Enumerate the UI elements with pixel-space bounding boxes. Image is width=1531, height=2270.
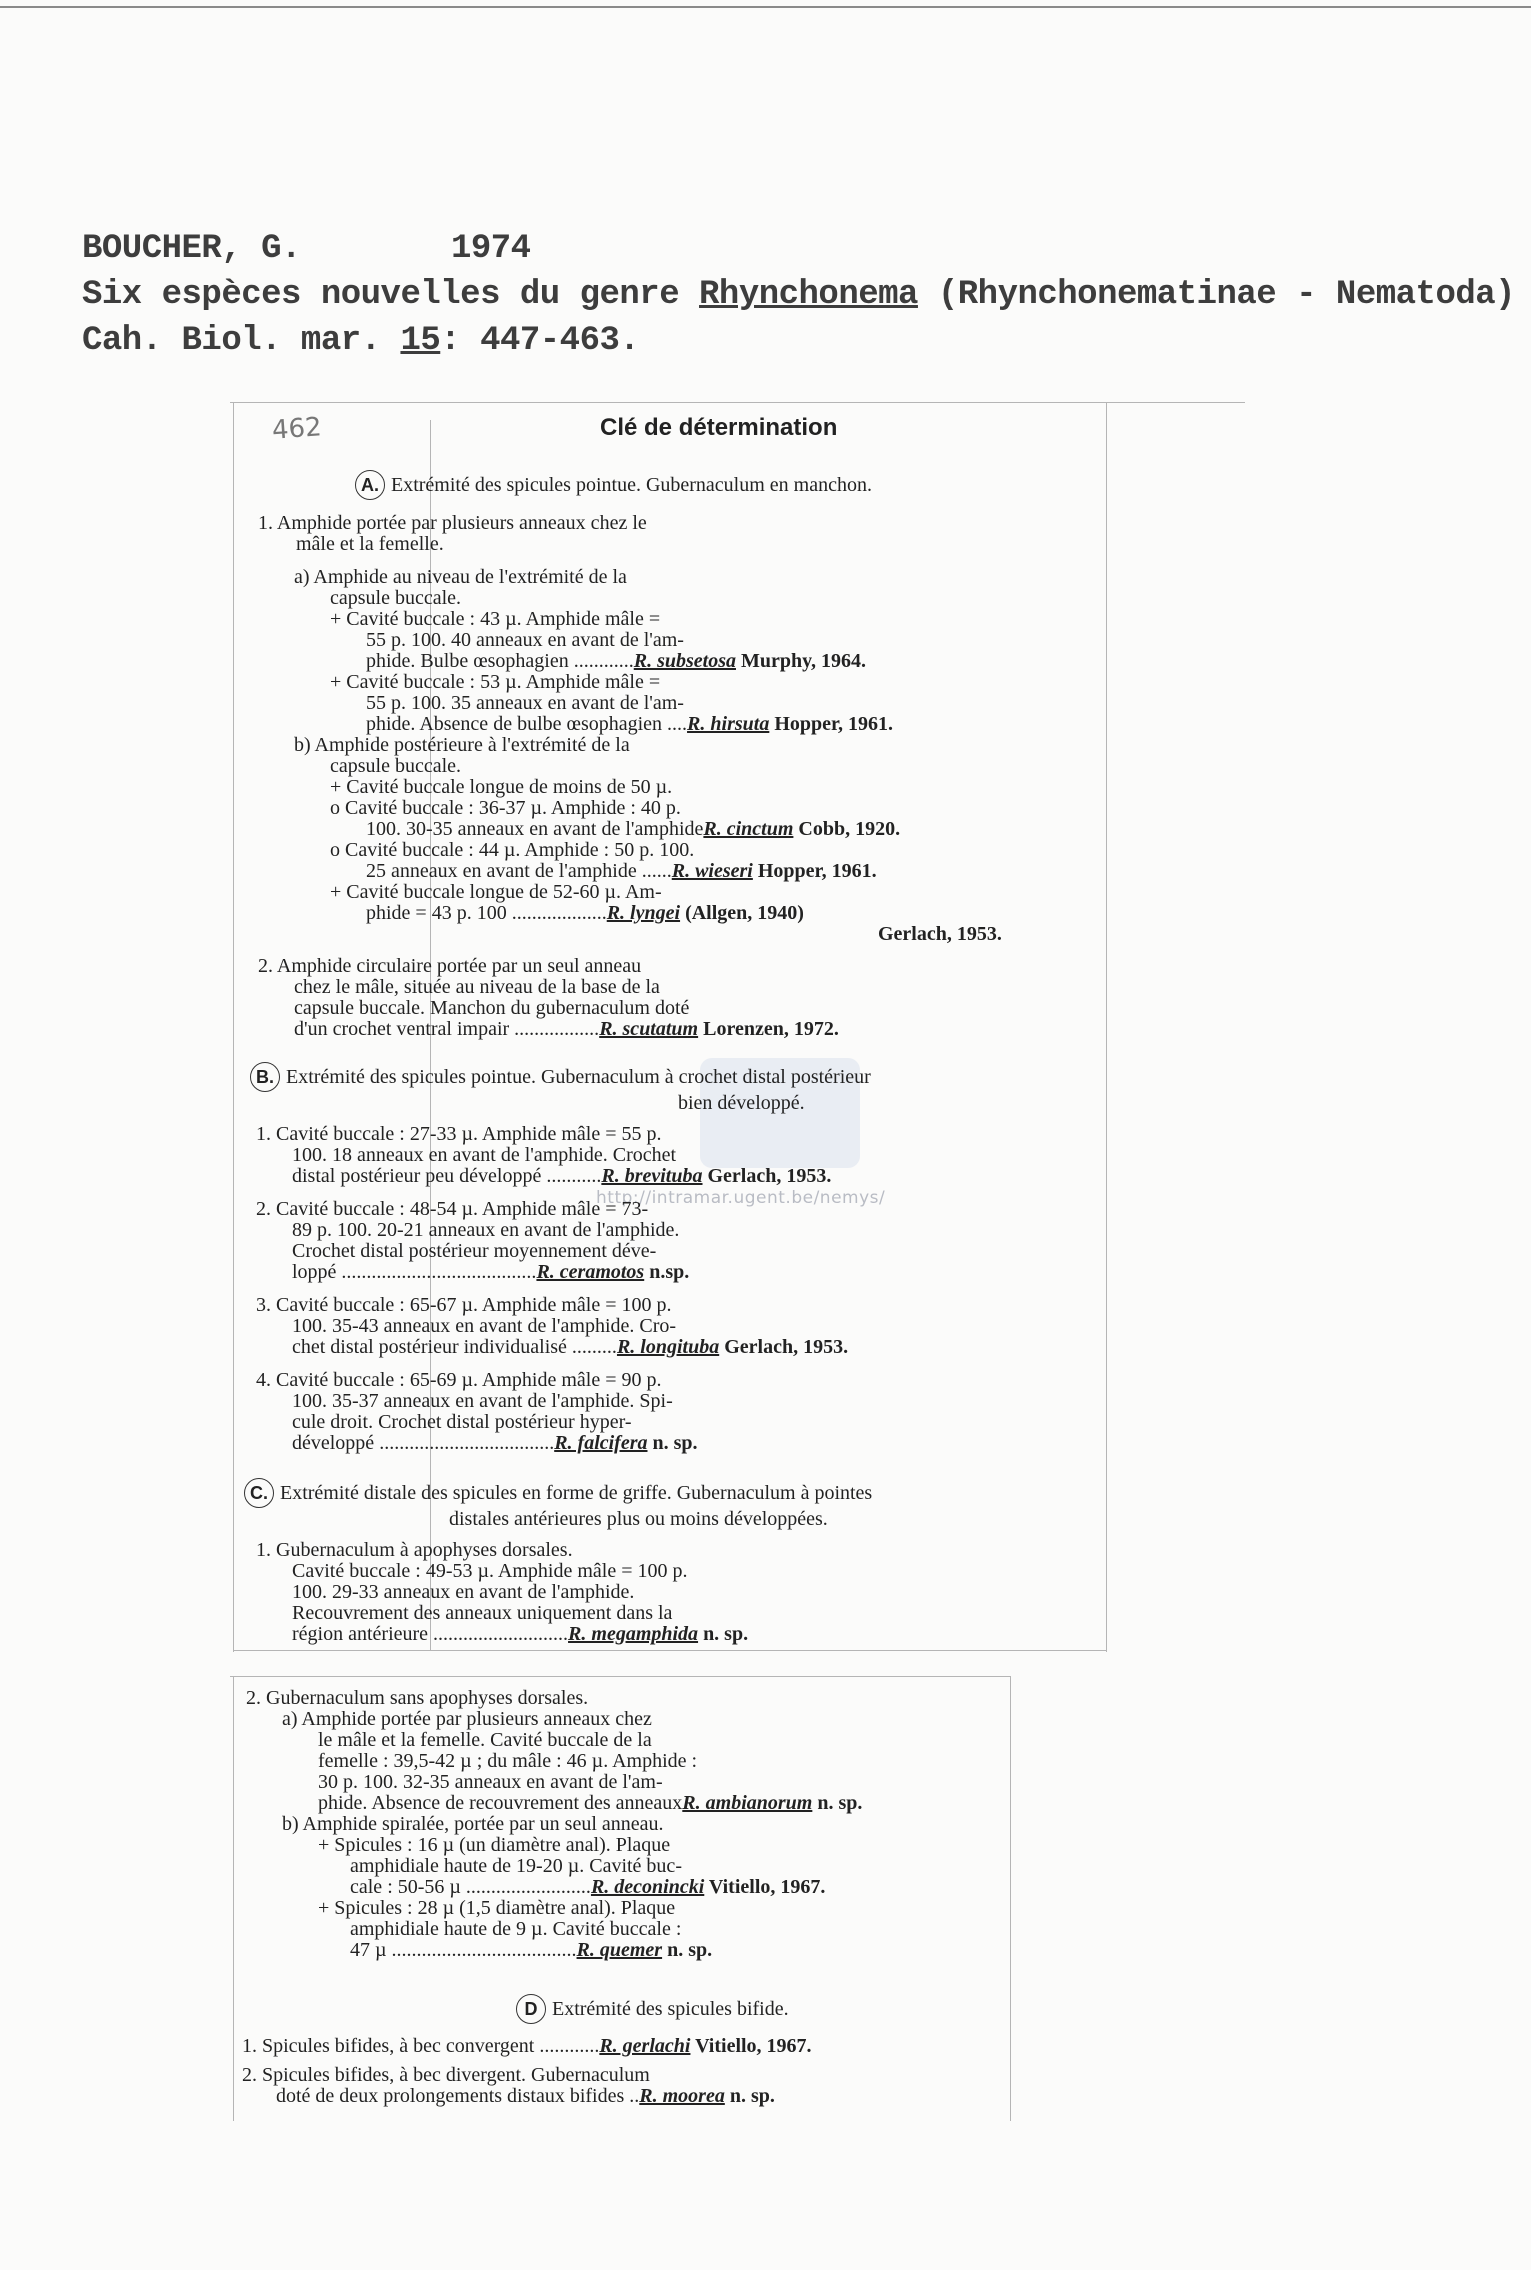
key-line: 2. Spicules bifides, à bec divergent. Gubernaculum: [242, 2064, 650, 2086]
key-line: 1. Cavité buccale : 27-33 µ. Amphide mâle = 55 p.: [256, 1123, 662, 1145]
species-name: R. falcifera: [554, 1432, 648, 1454]
key-line: a) Amphide portée par plusieurs anneaux chez: [282, 1708, 652, 1730]
species-name: R. gerlachi: [599, 2035, 691, 2057]
frame2-right: [1010, 1676, 1011, 2121]
key-line: 1. Spicules bifides, à bec convergent ............: [242, 2035, 600, 2057]
key-line: phide. Absence de bulbe œsophagien ....: [366, 713, 688, 735]
key-line: d'un crochet ventral impair .................: [294, 1018, 600, 1040]
key-line: capsule buccale.: [330, 587, 462, 609]
citation-author: BOUCHER, G.: [82, 230, 301, 268]
species-authority: Gerlach, 1953.: [719, 1336, 849, 1358]
species-name: R. hirsuta: [687, 713, 770, 735]
section-a-heading: [355, 470, 872, 500]
section-c-text-2: distales antérieures plus ou moins développées.: [449, 1508, 828, 1530]
section-d-letter: D: [516, 1994, 546, 2024]
species-authority: Lorenzen, 1972.: [698, 1018, 839, 1040]
key-line: chez le mâle, située au niveau de la base de la: [294, 976, 660, 998]
citation-title-prefix: Six espèces nouvelles du genre: [82, 276, 700, 314]
key-line: 1. Amphide portée par plusieurs anneaux chez le: [258, 512, 647, 534]
species-authority: Vitiello, 1967.: [690, 2035, 812, 2057]
section-b-text-2: bien développé.: [678, 1092, 805, 1114]
species-authority: (Allgen, 1940): [680, 902, 804, 924]
section-d-heading: [516, 1994, 789, 2024]
key-line: amphidiale haute de 19-20 µ. Cavité buc-: [350, 1855, 682, 1877]
key-line: phide. Bulbe œsophagien ............: [366, 650, 634, 672]
species-authority: Vitiello, 1967.: [704, 1876, 826, 1898]
key-line: doté de deux prolongements distaux bifides ..: [276, 2085, 640, 2107]
key-a1: [258, 513, 1002, 945]
key-line: 25 anneaux en avant de l'amphide ......: [366, 860, 672, 882]
key-line: amphidiale haute de 9 µ. Cavité buccale :: [350, 1918, 682, 1940]
key-line: Recouvrement des anneaux uniquement dans la: [292, 1602, 673, 1624]
citation-year: 1974: [450, 230, 531, 268]
citation-genus: Rhynchonema: [699, 276, 918, 314]
key-line: b) Amphide postérieure à l'extrémité de la: [294, 734, 630, 756]
key-line: développé ...................................: [292, 1432, 555, 1454]
key-line: cale : 50-56 µ .........................: [350, 1876, 591, 1898]
frame-bottom: [233, 1650, 1106, 1651]
key-line: femelle : 39,5-42 µ ; du mâle : 46 µ. Amphide :: [318, 1750, 698, 1772]
key-line: mâle et la femelle.: [296, 533, 444, 555]
scan-top-edge: [0, 6, 1531, 8]
key-line: 55 p. 100. 35 anneaux en avant de l'am-: [366, 692, 684, 714]
section-d-text: Extrémité des spicules bifide.: [552, 1998, 789, 2020]
key-line: + Cavité buccale longue de 52-60 µ. Am-: [330, 881, 662, 903]
key-line: distal postérieur peu développé ...........: [292, 1165, 602, 1187]
species-authority: Hopper, 1961.: [769, 713, 894, 735]
species-name: R. cinctum: [703, 818, 794, 840]
section-c-text: Extrémité distale des spicules en forme de griffe. Gubernaculum à pointes: [280, 1482, 873, 1504]
key-a2: [258, 956, 839, 1040]
key-line: b) Amphide spiralée, portée par un seul anneau.: [282, 1813, 664, 1835]
species-authority: n. sp.: [698, 1623, 749, 1645]
key-line: 100. 29-33 anneaux en avant de l'amphide.: [292, 1581, 635, 1603]
key-b: [256, 1124, 848, 1454]
section-a-letter: A.: [355, 470, 385, 500]
species-authority: Gerlach, 1953.: [702, 1165, 832, 1187]
species-authority: n. sp.: [812, 1792, 863, 1814]
key-line: 100. 30-35 anneaux en avant de l'amphide: [366, 818, 704, 840]
species-authority: n.sp.: [644, 1261, 690, 1283]
key-line: 2. Amphide circulaire portée par un seul anneau: [258, 955, 642, 977]
key-c2: [246, 1688, 862, 1961]
key-line: Crochet distal postérieur moyennement déve-: [292, 1240, 657, 1262]
species-authority: n. sp.: [647, 1432, 698, 1454]
section-b-letter: B.: [250, 1062, 280, 1092]
key-line: a) Amphide au niveau de l'extrémité de la: [294, 566, 627, 588]
key-c1: [256, 1540, 748, 1645]
frame-right: [1106, 402, 1107, 1652]
key-line: phide = 43 p. 100 ...................: [366, 902, 607, 924]
species-name: R. deconincki: [590, 1876, 705, 1898]
key-d: [242, 2036, 812, 2107]
section-b-text: Extrémité des spicules pointue. Gubernaculum à crochet distal postérieur: [286, 1066, 871, 1088]
species-name: R. ceramotos: [536, 1261, 645, 1283]
key-line: 4. Cavité buccale : 65-69 µ. Amphide mâle = 90 p.: [256, 1369, 662, 1391]
key-line: o Cavité buccale : 36-37 µ. Amphide : 40 p.: [330, 797, 681, 819]
key-line: o Cavité buccale : 44 µ. Amphide : 50 p. 100.: [330, 839, 695, 861]
species-authority: Cobb, 1920.: [793, 818, 901, 840]
page-title: Clé de détermination: [600, 414, 838, 441]
species-name: R. brevituba: [601, 1165, 703, 1187]
key-line: + Cavité buccale : 53 µ. Amphide mâle =: [330, 671, 661, 693]
frame-left: [233, 402, 234, 1652]
citation-journal: Cah. Biol. mar.: [82, 322, 401, 360]
section-a-text: Extrémité des spicules pointue. Gubernaculum en manchon.: [391, 474, 872, 496]
citation-title-suffix: (Rhynchonematinae - Nematoda): [917, 276, 1516, 314]
key-line: 2. Cavité buccale : 48-54 µ. Amphide mâle = 73-: [256, 1198, 649, 1220]
section-c-heading: [244, 1478, 872, 1530]
species-name: R. megamphida: [568, 1623, 699, 1645]
species-name: R. wieseri: [671, 860, 753, 882]
species-authority: Gerlach, 1953.: [878, 923, 1002, 945]
section-c-letter: C.: [244, 1478, 274, 1508]
key-line: 55 p. 100. 40 anneaux en avant de l'am-: [366, 629, 684, 651]
species-name: R. lyngei: [606, 902, 681, 924]
frame2-top: [230, 1676, 1010, 1677]
key-line: cule droit. Crochet distal postérieur hyper-: [292, 1411, 632, 1433]
key-line: le mâle et la femelle. Cavité buccale de la: [318, 1729, 652, 1751]
citation-block: [82, 226, 1531, 364]
watermark-url: http://intramar.ugent.be/nemys/: [596, 1188, 886, 1208]
key-line: chet distal postérieur individualisé .........: [292, 1336, 617, 1358]
key-line: 2. Gubernaculum sans apophyses dorsales.: [246, 1687, 589, 1709]
key-line: 47 µ .....................................: [350, 1939, 577, 1961]
species-authority: n. sp.: [724, 2085, 775, 2107]
key-line: capsule buccale.: [330, 755, 462, 777]
species-authority: Murphy, 1964.: [736, 650, 867, 672]
key-line: région antérieure ...........................: [292, 1623, 569, 1645]
key-line: + Spicules : 28 µ (1,5 diamètre anal). Plaque: [318, 1897, 676, 1919]
key-line: 1. Gubernaculum à apophyses dorsales.: [256, 1539, 573, 1561]
species-name: R. subsetosa: [633, 650, 736, 672]
frame-top: [230, 402, 1245, 403]
species-name: R. scutatum: [599, 1018, 699, 1040]
species-name: R. longituba: [616, 1336, 720, 1358]
species-name: R. quemer: [576, 1939, 663, 1961]
citation-volume: 15: [400, 322, 441, 360]
species-authority: Hopper, 1961.: [752, 860, 877, 882]
key-line: Cavité buccale : 49-53 µ. Amphide mâle = 100 p.: [292, 1560, 688, 1582]
key-line: + Cavité buccale : 43 µ. Amphide mâle =: [330, 608, 661, 630]
handwritten-page-number: 462: [271, 412, 323, 446]
frame2-left: [233, 1676, 234, 2121]
key-line: 100. 35-37 anneaux en avant de l'amphide. Spi-: [292, 1390, 673, 1412]
key-line: 100. 18 anneaux en avant de l'amphide. Crochet: [292, 1144, 677, 1166]
key-line: 89 p. 100. 20-21 anneaux en avant de l'amphide.: [292, 1219, 680, 1241]
key-line: 3. Cavité buccale : 65-67 µ. Amphide mâle = 100 p.: [256, 1294, 672, 1316]
key-line: phide. Absence de recouvrement des anneaux: [318, 1792, 683, 1814]
species-authority: n. sp.: [662, 1939, 713, 1961]
key-line: + Spicules : 16 µ (un diamètre anal). Plaque: [318, 1834, 671, 1856]
key-line: capsule buccale. Manchon du gubernaculum doté: [294, 997, 690, 1019]
key-line: + Cavité buccale longue de moins de 50 µ.: [330, 776, 673, 798]
citation-pages: : 447-463.: [440, 322, 640, 360]
species-name: R. moorea: [639, 2085, 725, 2107]
key-line: loppé .......................................: [292, 1261, 537, 1283]
species-name: R. ambianorum: [682, 1792, 813, 1814]
section-b-heading: [250, 1062, 871, 1114]
key-line: 100. 35-43 anneaux en avant de l'amphide. Cro-: [292, 1315, 677, 1337]
key-line: 30 p. 100. 32-35 anneaux en avant de l'am-: [318, 1771, 663, 1793]
